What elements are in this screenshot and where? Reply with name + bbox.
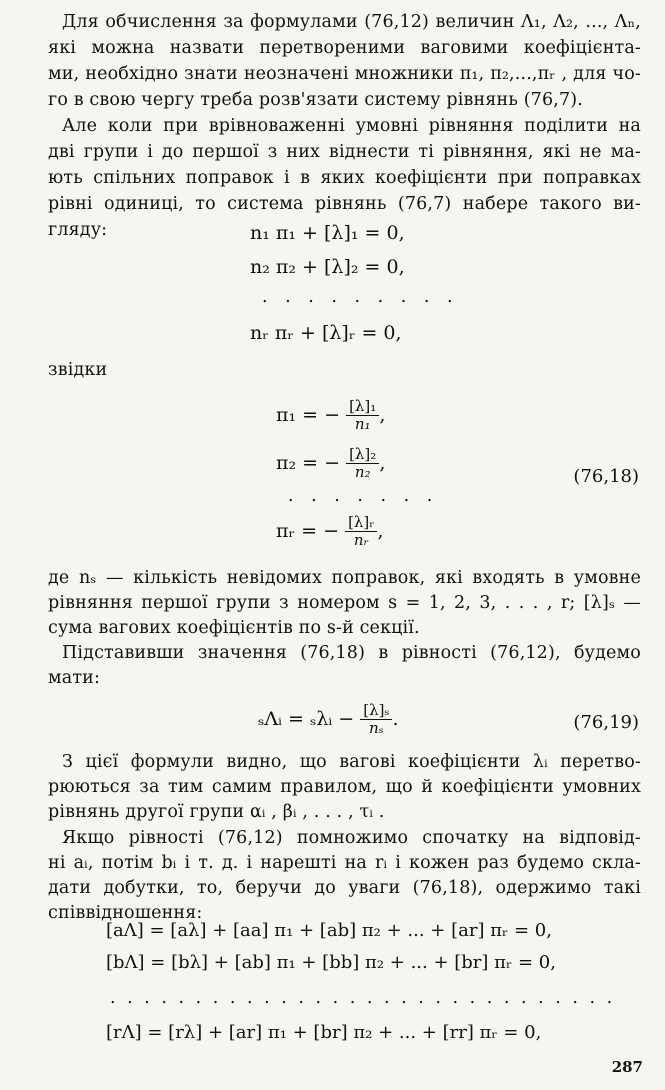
equation-number: (76,19) [573,712,639,733]
fraction-numerator: [λ]₁ [346,398,379,416]
equation-line: [rΛ] = [rλ] + [ar] π₁ + [br] π₂ + ... + [rr] πᵣ = 0, [106,1022,542,1043]
equation-line: [aΛ] = [aλ] + [aa] π₁ + [ab] π₂ + ... + [ar] πᵣ = 0, [106,920,552,941]
text-line: дати добутки, то, беручи до уваги (76,18), одержимо такі [48,878,641,898]
equation-line: nᵣ πᵣ + [λ]ᵣ = 0, [250,322,402,344]
fraction [360,702,392,738]
equation-lhs: πᵣ = − [276,519,340,542]
fraction-numerator: [λ]ᵣ [345,514,377,532]
text-line: рюються за тим самим правилом, що й коефіцієнти умовних [48,777,641,797]
text-line: го в свою чергу треба розв'язати систему рівнянь (76,7). [48,90,583,110]
text-line: рівняння першої групи з номером s = 1, 2, 3, . . . , r; [λ]ₛ — [48,593,641,613]
fraction [346,398,379,434]
text-line: З цієї формули видно, що вагові коефіцієнти λᵢ перетво- [62,752,641,772]
ellipsis-row: . . . . . . . . . . . . . . . . . . . . . . . . . . . . . . [110,988,616,1008]
equation-line: n₁ π₁ + [λ]₁ = 0, [250,222,405,244]
text-line: Але коли при врівноваженні умовні рівняння поділити на [62,116,641,136]
ellipsis-row: . . . . . . . [288,486,439,506]
text-line: Якщо рівності (76,12) помножимо спочатку на відповід- [62,828,641,848]
equation-lhs: ₛΛᵢ = ₛλᵢ − [258,707,355,730]
text-line: сума вагових коефіцієнтів по s-й секції. [48,618,420,638]
fraction-equation: ₛΛᵢ = ₛλᵢ − $\frac{\text{[λ]ₛ}}{\text{nₛ}}$ . [258,701,399,738]
fraction-numerator: [λ]ₛ [360,702,392,720]
equation-line: n₂ π₂ + [λ]₂ = 0, [250,256,405,278]
fraction-equation: π₁ = − $\frac{\text{[λ]₁}}{\text{n₁}}$ , [276,397,386,434]
fraction-equation: πᵣ = − $\frac{\text{[λ]ᵣ}}{\text{nᵣ}}$ , [276,513,384,550]
text-line: дві групи і до першої з них віднести ті рівняння, які не ма- [48,142,641,162]
fraction [346,446,379,482]
ellipsis-row: . . . . . . . . . [262,287,459,307]
text-line: рівні одиниці, то система рівнянь (76,7) набере такого ви- [48,194,641,214]
text-line: гляду: [48,220,108,240]
text-line: мати: [48,668,101,688]
equation-line: [bΛ] = [bλ] + [ab] π₁ + [bb] π₂ + ... + [br] πᵣ = 0, [106,952,556,973]
page-number: 287 [611,1058,643,1076]
fraction-denominator: n₂ [354,463,371,482]
text-line: ють спільних поправок і в яких коефіцієнти при поправках [48,168,641,188]
equation-number: (76,18) [573,466,639,487]
text-line: які можна назвати перетвореними ваговими коефіцієнта- [48,38,641,58]
fraction-denominator: n₁ [354,415,371,434]
fraction-equation: π₂ = − $\frac{\text{[λ]₂}}{\text{n₂}}$ , [276,445,386,482]
fraction-denominator: nₛ [368,719,384,738]
fraction [345,514,377,550]
text-line: Для обчислення за формулами (76,12) величин Λ₁, Λ₂, ..., Λₙ, [62,12,641,32]
fraction-denominator: nᵣ [353,531,369,550]
text-line: де nₛ — кількість невідомих поправок, які входять в умовне [48,568,641,588]
text-line: звідки [48,360,108,380]
fraction-numerator: [λ]₂ [346,446,379,464]
equation-lhs: π₁ = − [276,403,341,426]
text-line: рівнянь другої групи αᵢ , βᵢ , . . . , τᵢ . [48,802,385,822]
text-line: ми, необхідно знати неозначені множники π₁, π₂,...,πᵣ , для чо- [48,64,641,84]
text-line: Підставивши значення (76,18) в рівності (76,12), будемо [62,643,641,663]
text-line: ні aᵢ, потім bᵢ і т. д. і нарешті на rᵢ і кожен раз будемо скла- [48,853,641,873]
text-line: співвідношення: [48,903,203,923]
equation-lhs: π₂ = − [276,451,341,474]
